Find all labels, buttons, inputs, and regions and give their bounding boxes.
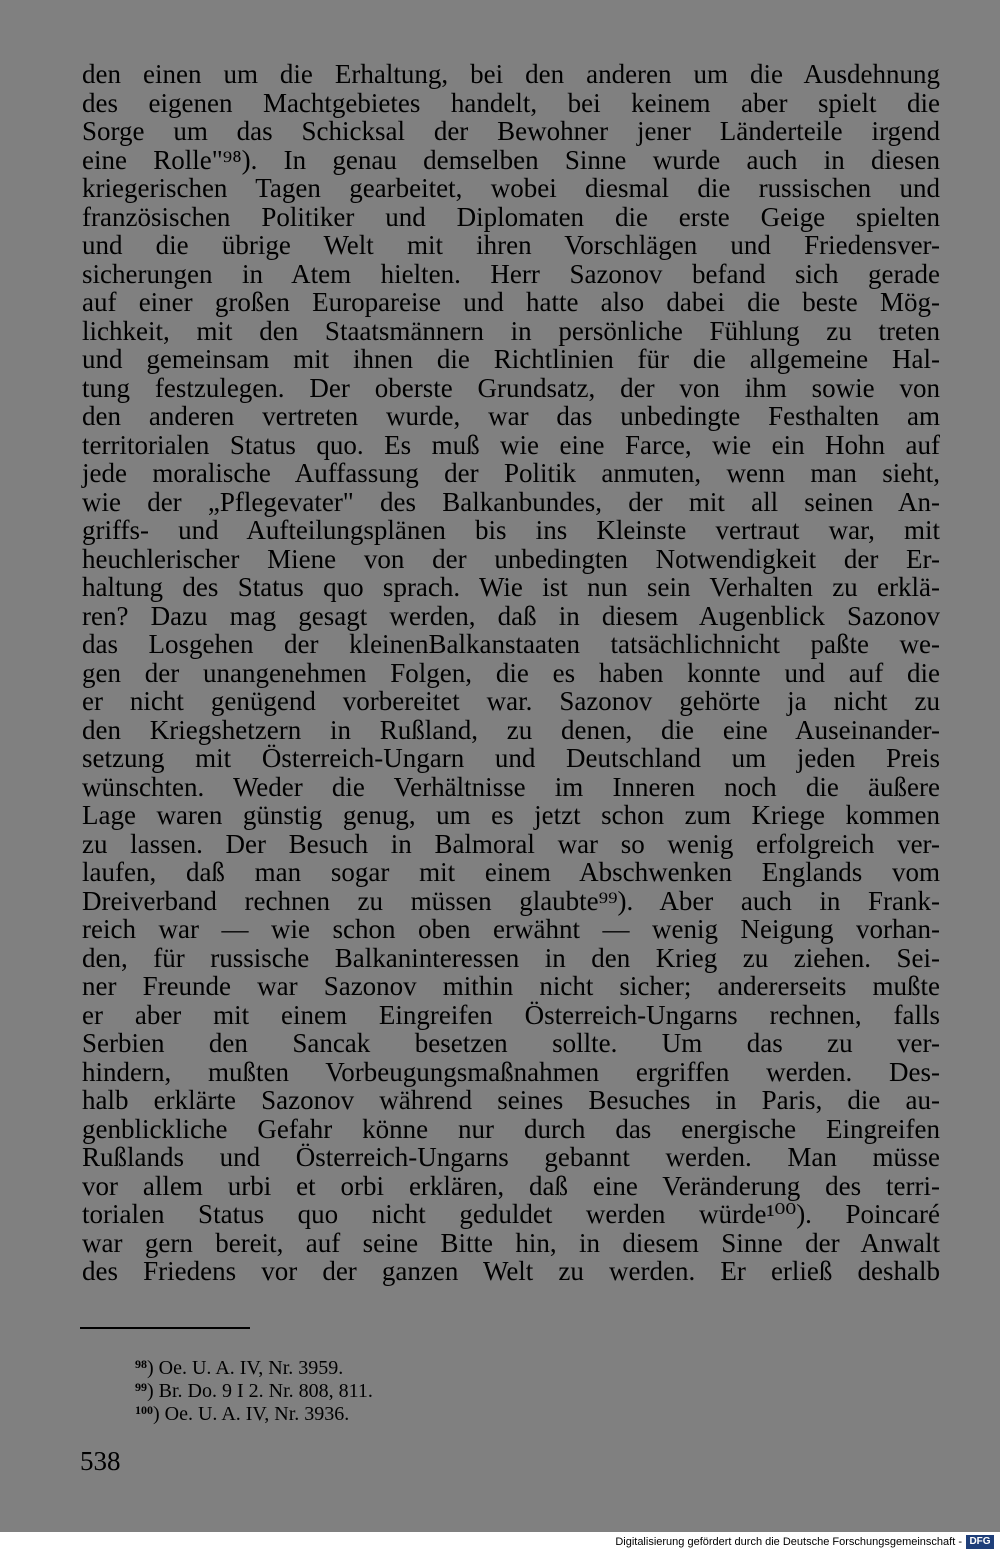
dfg-logo-icon[interactable]: DFG (966, 1535, 994, 1549)
text-line: den Kriegshetzern in Rußland, zu denen, die eine Auseinander- (82, 714, 940, 745)
footnote-text: ) Br. Do. 9 I 2. Nr. 808, 811. (147, 1380, 373, 1402)
text-line: lichkeit, mit den Staatsmännern in persönliche Fühlung zu treten (82, 315, 940, 346)
text-line: vor allem urbi et orbi erklären, daß eine Veränderung des terri- (82, 1170, 940, 1201)
text-line: territorialen Status quo. Es muß wie eine Farce, wie ein Hohn auf (82, 429, 940, 460)
text-line: Lage waren günstig genug, um es jetzt schon zum Kriege kommen (82, 800, 940, 830)
footnote-98 (135, 1353, 635, 1379)
text-line: des Friedens vor der ganzen Welt zu werden. Er erließ deshalb (82, 1256, 940, 1286)
footnote-mark: 98 (135, 1357, 147, 1371)
text-line: tung festzulegen. Der oberste Grundsatz, der von ihm sowie von (82, 372, 940, 403)
footnote-100 (135, 1399, 635, 1425)
text-line: Rußlands und Österreich-Ungarns gebannt werden. Man müsse (82, 1142, 940, 1172)
text-line: und die übrige Welt mit ihren Vorschlägen und Friedensver- (82, 230, 940, 260)
text-line: des eigenen Machtgebietes handelt, bei keinem aber spielt die (82, 87, 940, 118)
text-line: gen der unangenehmen Folgen, die es haben konnte und auf die (82, 657, 940, 688)
text-line: hindern, mußten Vorbeugungsmaßnahmen ergriffen werden. Des- (82, 1056, 940, 1087)
text-line: ner Freunde war Sazonov mithin nicht sicher; andererseits mußte (82, 971, 940, 1001)
text-line: kriegerischen Tagen gearbeitet, wobei diesmal die russischen und (82, 173, 940, 203)
text-line: setzung mit Österreich-Ungarn und Deutschland um jeden Preis (82, 743, 940, 773)
text-line: wünschten. Weder die Verhältnisse im Inneren noch die äußere (82, 771, 940, 802)
text-line: wie der „Pflegevater" des Balkanbundes, der mit all seinen An- (82, 486, 940, 517)
text-line: den anderen vertreten wurde, war das unbedingte Festhalten am (82, 401, 940, 431)
text-line: den einen um die Erhaltung, bei den anderen um die Ausdehnung (82, 59, 940, 89)
text-line: eine Rolle"⁹⁸). In genau demselben Sinne wurde auch in diesen (82, 144, 940, 175)
text-line: Serbien den Sancak besetzen sollte. Um das zu ver- (82, 1028, 940, 1058)
text-line: genblickliche Gefahr könne nur durch das energische Eingreifen (82, 1113, 940, 1144)
page-number: 538 (80, 1446, 121, 1476)
footer-bar (0, 1532, 1000, 1553)
text-line: er aber mit einem Eingreifen Österreich-Ungarns rechnen, falls (82, 999, 940, 1030)
text-line: heuchlerischer Miene von der unbedingten Notwendigkeit der Er- (82, 543, 940, 574)
text-line: Dreiverband rechnen zu müssen glaubte⁹⁹). Aber auch in Frank- (82, 885, 940, 916)
funding-notice: Digitalisierung gefördert durch die Deutsche Forschungsgemeinschaft - (615, 1536, 962, 1548)
footnote-mark: 99 (135, 1380, 147, 1394)
footnote-divider (80, 1327, 250, 1329)
body-text (82, 60, 940, 1286)
text-line: Sorge um das Schicksal der Bewohner jener Länderteile irgend (82, 116, 940, 146)
footnote-mark: 100 (135, 1403, 153, 1417)
footnote-text: ) Oe. U. A. IV, Nr. 3936. (153, 1403, 350, 1425)
text-line: auf einer großen Europareise und hatte also dabei die beste Mög- (82, 287, 940, 317)
text-line: jede moralische Auffassung der Politik anmuten, wenn man sieht, (82, 458, 940, 488)
text-line: und gemeinsam mit ihnen die Richtlinien für die allgemeine Hal- (82, 344, 940, 374)
text-line: laufen, daß man sogar mit einem Abschwenken Englands vom (82, 857, 940, 887)
text-line: französischen Politiker und Diplomaten die erste Geige spielten (82, 201, 940, 232)
footnote-99 (135, 1376, 635, 1402)
footnote-text: ) Oe. U. A. IV, Nr. 3959. (147, 1357, 344, 1379)
text-line: torialen Status quo nicht geduldet werden würde¹⁰⁰). Poincaré (82, 1199, 940, 1229)
text-line: das Losgehen der kleinenBalkanstaaten tatsächlichnicht paßte we- (82, 629, 940, 659)
footnotes (135, 1353, 635, 1425)
text-line: reich war — wie schon oben erwähnt — wenig Neigung vorhan- (82, 914, 940, 944)
text-line: war gern bereit, auf seine Bitte hin, in diesem Sinne der Anwalt (82, 1227, 940, 1258)
text-line: halb erklärte Sazonov während seines Besuches in Paris, die au- (82, 1085, 940, 1115)
text-line: zu lassen. Der Besuch in Balmoral war so wenig erfolgreich ver- (82, 828, 940, 859)
text-line: griffs- und Aufteilungsplänen bis ins Kleinste vertraut war, mit (82, 515, 940, 545)
text-line: er nicht genügend vorbereitet war. Sazonov gehörte ja nicht zu (82, 686, 940, 716)
text-line: sicherungen in Atem hielten. Herr Sazonov befand sich gerade (82, 258, 940, 289)
text-line: den, für russische Balkaninteressen in den Krieg zu ziehen. Sei- (82, 942, 940, 973)
text-line: ren? Dazu mag gesagt werden, daß in diesem Augenblick Sazonov (82, 600, 940, 631)
text-line: haltung des Status quo sprach. Wie ist nun sein Verhalten zu erklä- (82, 572, 940, 602)
